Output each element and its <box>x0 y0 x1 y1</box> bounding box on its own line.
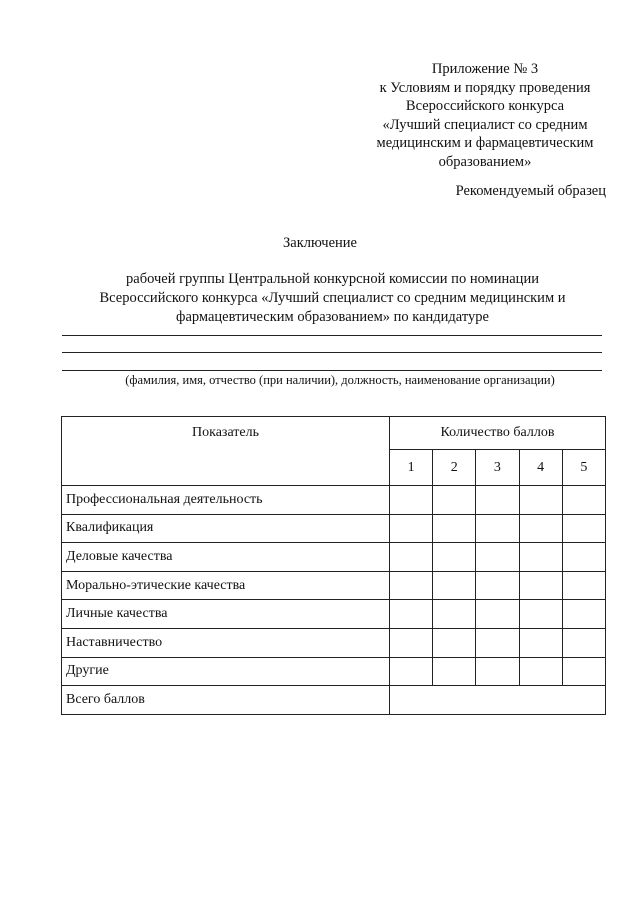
score-cell[interactable] <box>433 628 476 657</box>
score-cell[interactable] <box>390 514 433 543</box>
score-cell[interactable] <box>519 514 562 543</box>
table-row <box>62 600 606 629</box>
indicator-label: Личные качества <box>62 600 390 629</box>
total-row <box>62 686 606 715</box>
indicator-label: Морально-этические качества <box>62 571 390 600</box>
score-number: 4 <box>519 450 562 486</box>
score-cell[interactable] <box>476 571 519 600</box>
score-cell[interactable] <box>519 600 562 629</box>
score-cell[interactable] <box>433 657 476 686</box>
score-cell[interactable] <box>562 628 605 657</box>
score-cell[interactable] <box>476 486 519 515</box>
score-number: 2 <box>433 450 476 486</box>
candidate-fill-line <box>62 370 602 371</box>
indicator-label: Деловые качества <box>62 543 390 572</box>
score-number: 1 <box>390 450 433 486</box>
candidate-caption: (фамилия, имя, отчество (при наличии), должность, наименование организации) <box>125 373 555 387</box>
total-score-cell[interactable] <box>390 686 606 715</box>
recommended-sample-label: Рекомендуемый образец <box>455 183 606 199</box>
score-cell[interactable] <box>562 600 605 629</box>
appendix-line: к Условиям и порядку проведения <box>379 79 591 96</box>
scores-table <box>61 416 606 715</box>
table-row <box>62 571 606 600</box>
table-row <box>62 486 606 515</box>
candidate-fill-line <box>62 335 602 336</box>
subtitle-line: Всероссийского конкурса «Лучший специалист со средним медицинским и <box>99 290 566 306</box>
score-cell[interactable] <box>433 486 476 515</box>
score-cell[interactable] <box>476 657 519 686</box>
score-cell[interactable] <box>562 514 605 543</box>
score-cell[interactable] <box>519 657 562 686</box>
score-cell[interactable] <box>562 657 605 686</box>
score-cell[interactable] <box>476 543 519 572</box>
subtitle-line: рабочей группы Центральной конкурсной комиссии по номинации <box>126 271 539 287</box>
document-subtitle <box>60 270 605 327</box>
score-cell[interactable] <box>433 543 476 572</box>
score-cell[interactable] <box>390 628 433 657</box>
appendix-line: Всероссийского конкурса <box>405 98 565 114</box>
appendix-line: образованием» <box>438 153 532 170</box>
appendix-line: Приложение № 3 <box>431 61 539 77</box>
table-row <box>62 543 606 572</box>
appendix-header <box>365 60 605 171</box>
table-row <box>62 628 606 657</box>
appendix-line: «Лучший специалист со средним <box>382 116 588 133</box>
indicator-label: Профессиональная деятельность <box>62 486 390 515</box>
table-row <box>62 514 606 543</box>
score-cell[interactable] <box>519 571 562 600</box>
score-cell[interactable] <box>562 571 605 600</box>
score-cell[interactable] <box>562 486 605 515</box>
indicator-header: Показатель <box>62 417 390 486</box>
score-cell[interactable] <box>433 571 476 600</box>
score-cell[interactable] <box>519 543 562 572</box>
score-cell[interactable] <box>476 628 519 657</box>
score-cell[interactable] <box>390 600 433 629</box>
score-number: 5 <box>562 450 605 486</box>
total-label: Всего баллов <box>62 686 390 715</box>
score-cell[interactable] <box>433 600 476 629</box>
candidate-fill-line <box>62 352 602 353</box>
indicator-label: Наставничество <box>62 628 390 657</box>
score-cell[interactable] <box>476 514 519 543</box>
appendix-line: медицинским и фармацевтическим <box>376 135 594 151</box>
table-header-row <box>62 417 606 450</box>
table-row <box>62 657 606 686</box>
score-cell[interactable] <box>390 657 433 686</box>
score-cell[interactable] <box>562 543 605 572</box>
indicator-label: Другие <box>62 657 390 686</box>
score-cell[interactable] <box>390 543 433 572</box>
indicator-label: Квалификация <box>62 514 390 543</box>
document-title: Заключение <box>283 235 357 251</box>
score-cell[interactable] <box>390 571 433 600</box>
score-cell[interactable] <box>390 486 433 515</box>
score-cell[interactable] <box>433 514 476 543</box>
score-number: 3 <box>476 450 519 486</box>
score-header: Количество баллов <box>390 417 606 450</box>
score-cell[interactable] <box>519 486 562 515</box>
score-cell[interactable] <box>476 600 519 629</box>
score-cell[interactable] <box>519 628 562 657</box>
subtitle-line: фармацевтическим образованием» по кандидатуре <box>176 309 489 325</box>
